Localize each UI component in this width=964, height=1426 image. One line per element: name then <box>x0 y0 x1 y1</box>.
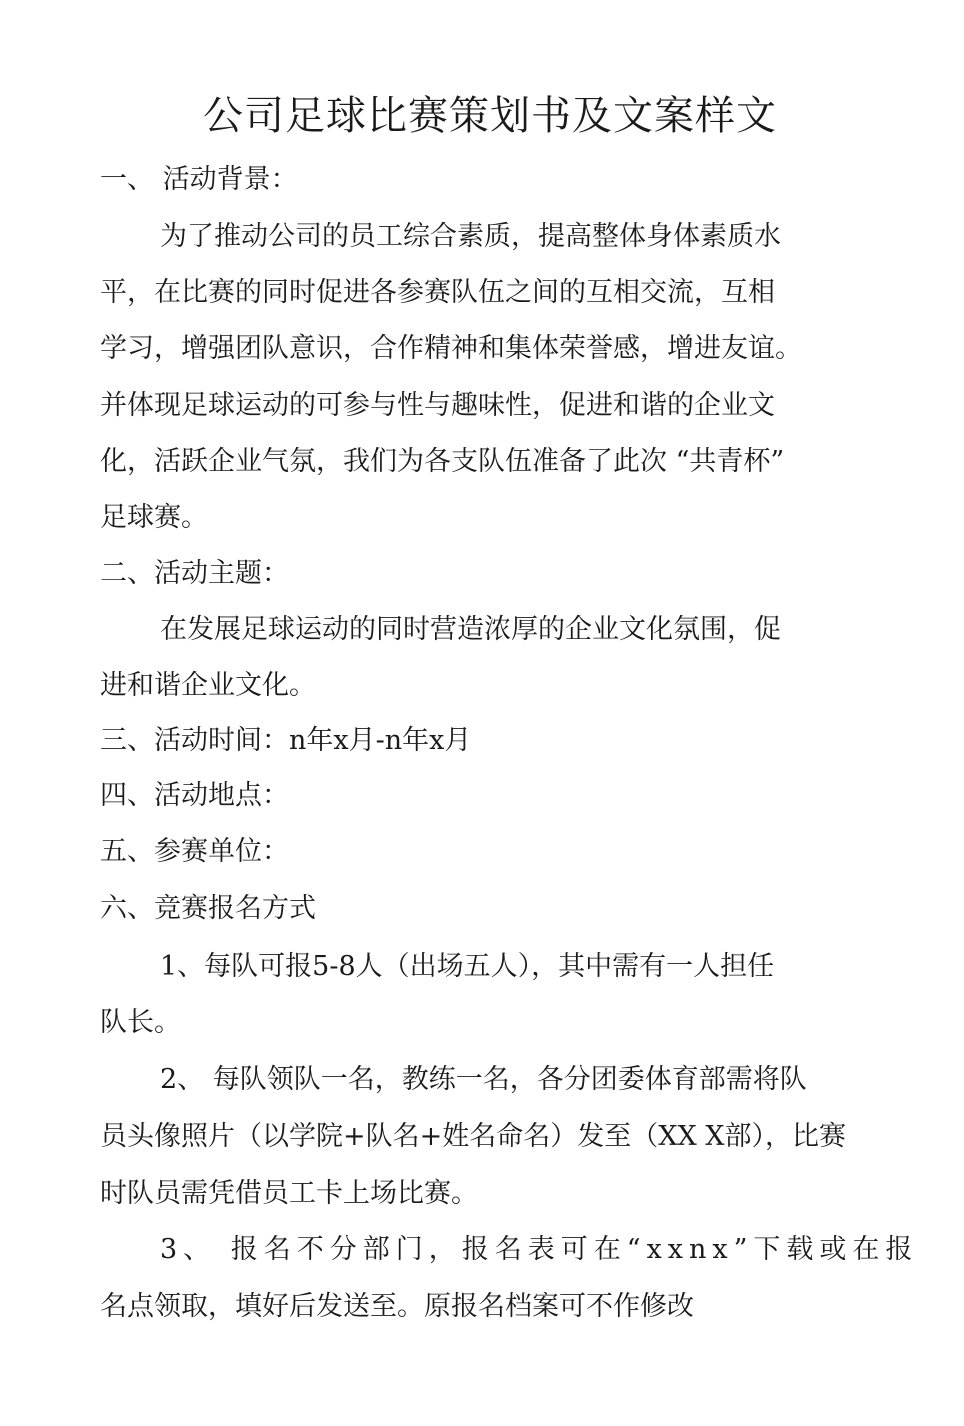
paragraph-line: 员头像照片（以学院+队名+姓名命名）发至（XX X部），比赛 <box>100 1121 846 1152</box>
section-heading-time: 三、活动时间：n年x月-n年x月 <box>100 725 472 756</box>
list-item-3: 3、 报名不分部门，报名表可在“xxnx”下载或在报 <box>160 1234 919 1265</box>
document-title: 公司足球比赛策划书及文案样文 <box>203 93 777 139</box>
section-heading-background: 一、 活动背景： <box>100 164 298 195</box>
list-item-1: 1、每队可报5-8人（出场五人），其中需有一人担任 <box>160 951 775 982</box>
paragraph-line: 足球赛。 <box>100 502 208 533</box>
paragraph-line: 名点领取，填好后发送至。原报名档案可不作修改 <box>100 1291 694 1322</box>
paragraph-line: 时队员需凭借员工卡上场比赛。 <box>100 1178 478 1209</box>
paragraph-line: 队长。 <box>100 1007 181 1038</box>
section-heading-participants: 五、参赛单位： <box>100 836 289 867</box>
paragraph-line: 在发展足球运动的同时营造浓厚的企业文化氛围，促 <box>160 614 781 645</box>
paragraph-line: 进和谐企业文化。 <box>100 670 316 701</box>
paragraph-line: 为了推动公司的员工综合素质，提高整体身体素质水 <box>160 221 781 252</box>
paragraph-line: 学习，增强团队意识，合作精神和集体荣誉感，增进友谊。 <box>100 333 802 364</box>
list-item-2: 2、 每队领队一名，教练一名，各分团委体育部需将队 <box>160 1064 807 1095</box>
paragraph-line: 并体现足球运动的可参与性与趣味性，促进和谐的企业文 <box>100 390 775 421</box>
paragraph-line: 化，活跃企业气氛，我们为各支队伍准备了此次 “共青杯” <box>100 446 785 477</box>
paragraph-line: 平，在比赛的同时促进各参赛队伍之间的互相交流，互相 <box>100 277 775 308</box>
section-heading-registration: 六、竞赛报名方式 <box>100 893 316 924</box>
section-heading-location: 四、活动地点： <box>100 780 289 811</box>
section-heading-theme: 二、活动主题： <box>100 558 289 589</box>
